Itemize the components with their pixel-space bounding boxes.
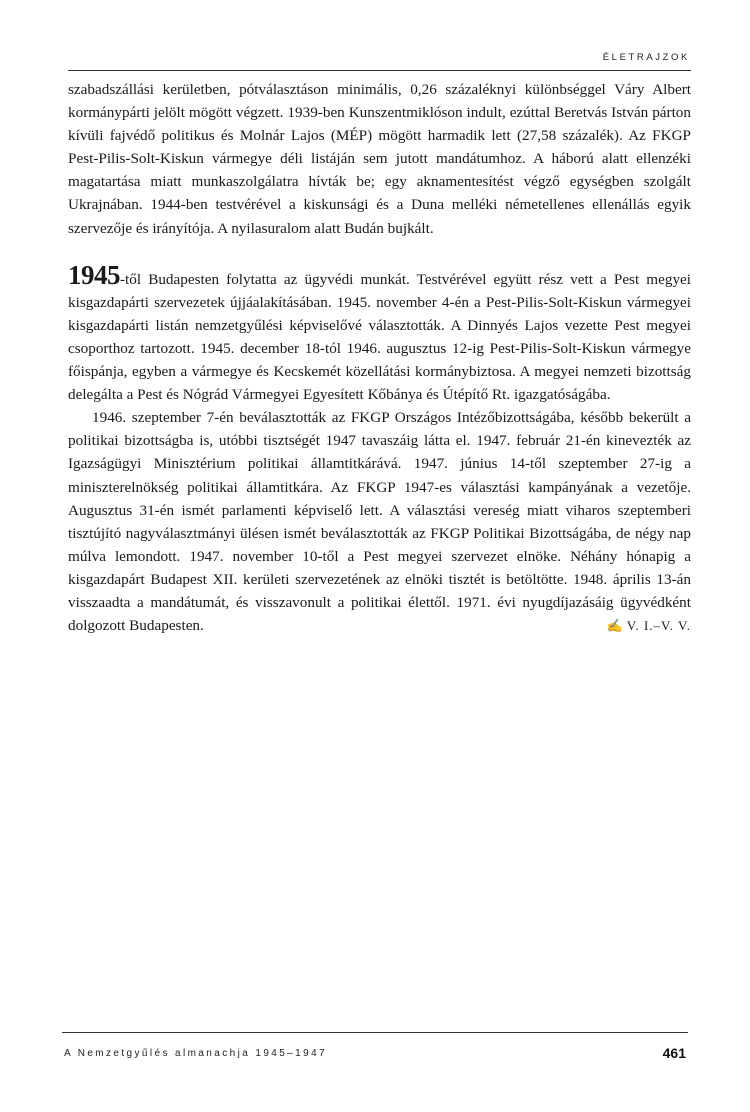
paragraph-1: szabadszállási kerületben, pótválasztáson minimális, 0,26 százaléknyi különbséggel Váry Albert kormánypárti jelölt mögött végzett. 1939-ben Kunszentmiklóson indult, ezúttal Beretvás István párton kívüli fajvédő politikus és Molnár Lajos (MÉP) mögött harmadik lett (27,58 százalék). Az FKGP Pest-Pilis-Solt-Kiskun vármegye déli listáján sem jutott mandátumhoz. A háború alatt ellenzéki magatartása miatt munkaszolgálatra hívták be; egy aknamentesítést végző egységben szolgált Ukrajnában. 1944-ben testvérével a kiskunsági és a Duna melléki németellenes ellenállás egyik szervezője és irányítója. A nyilasuralom alatt Budán bujkált. — [68, 81, 691, 237]
paragraph-2-text: -től Budapesten folytatta az ügyvédi munkát. Testvérével együtt rész vett a Pest megyei kisgazdapárti szervezetek újjáalakításában. 1945. november 4-én a Pest-Pilis-Solt-Kiskun vármegyei kisgazdapárti listán nemzetgyűlési képviselővé választották. A Dinnyés Lajos vezette Pest megyei csoporthoz tartozott. 1945. december 18-tól 1946. augusztus 12-ig Pest-Pilis-Solt-Kiskun vármegye főispánja, egyben a vármegye és Kecskemét közellátási kormánybiztosa. A megyei nemzeti bizottság delegálta a Pest és Nógrád Vármegyei Egyesített Kőbánya és Útépítő Rt. igazgatóságába. — [68, 270, 691, 404]
page-number: 461 — [662, 1045, 686, 1061]
footer-title: A Nemzetgyűlés almanachja 1945–1947 — [64, 1048, 328, 1059]
paragraph-3 — [68, 406, 691, 637]
signature-initials: V. I.–V. V. — [626, 618, 691, 634]
header-rule — [68, 70, 691, 71]
footer-rule — [62, 1032, 688, 1033]
paragraph-3-text: 1946. szeptember 7-én beválasztották az FKGP Országos Intézőbizottságába, később bekerült a politikai bizottságba is, utóbbi tisztségét 1947 tavaszáig látta el. 1947. február 21-én kinevezték az Igazságügyi Minisztérium politikai államtitkárává. 1947. június 14-től szeptember 27-ig a miniszterelnökség politikai államtitkára. Az FKGP 1947-es választási kampányának a vezetője. Augusztus 31-én ismét parlamenti képviselő lett. A választási vereség miatt viharos szeptemberi tisztújító nagyválasztmányi ülésen ismét beválasztották az FKGP Politikai Bizottságába, de négy nap múlva lemondott. 1947. november 10-től a Pest megyei szervezet elnöke. Néhány hónapig a kisgazdapárt Budapest XII. kerületi szervezetének az elnöki tisztét is betöltötte. 1948. április 13-án visszaadta a mandátumát, és visszavonult a politikai élettől. 1971. évi nyugdíjazásáig ügyvédként dolgozott Budapesten. — [68, 409, 691, 635]
year-lead: 1945 — [68, 259, 120, 290]
paragraph-2 — [68, 259, 691, 407]
writing-hand-icon: ✍ — [606, 618, 624, 634]
running-header: ÉLETRAJZOK — [602, 52, 690, 63]
body-text — [68, 78, 691, 637]
author-signature — [583, 614, 691, 637]
